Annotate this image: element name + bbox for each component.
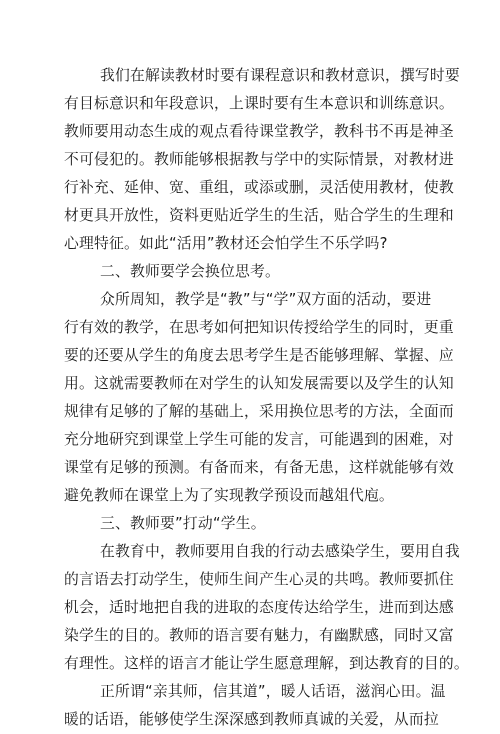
text-line: 材更具开放性，资料更贴近学生的生活，贴合学生的生理和 <box>64 207 454 224</box>
text-line: 的言语去打动学生，使师生间产生心灵的共鸣。教师要抓住 <box>64 571 454 588</box>
text-line: 不可侵犯的。教师能够根据教与学中的实际情景，对教材进 <box>64 151 454 168</box>
text-line: 我们在解读教材时要有课程意识和教材意识，撰写时要 <box>100 67 460 84</box>
text-line: 有理性。这样的语言才能让学生愿意理解，到达教育的目的。 <box>64 655 469 672</box>
text-line: 众所周知，教学是“教”与“学”双方面的活动，要进 <box>100 291 432 308</box>
section-heading: 二、教师要学会换位思考。 <box>100 263 280 280</box>
text-line: 教师要用动态生成的观点看待课堂教学，教科书不再是神圣 <box>64 123 454 140</box>
text-line: 要的还要从学生的角度去思考学生是否能够理解、掌握、应 <box>64 347 454 364</box>
text-line: 避免教师在课堂上为了实现教学预设而越俎代庖。 <box>64 487 394 504</box>
text-line: 课堂有足够的预测。有备而来，有备无患，这样就能够有效 <box>64 459 454 476</box>
text-line: 用。这就需要教师在对学生的认知发展需要以及学生的认知 <box>64 375 454 392</box>
text-line: 有目标意识和年段意识，上课时要有生本意识和训练意识。 <box>64 95 454 112</box>
text-line: 充分地研究到课堂上学生可能的发言，可能遇到的困难，对 <box>64 431 454 448</box>
text-line: 机会，适时地把自我的进取的态度传达给学生，进而到达感 <box>64 599 454 616</box>
text-line: 规律有足够的了解的基础上，采用换位思考的方法，全面而 <box>64 403 454 420</box>
text-line: 染学生的目的。教师的语言要有魅力，有幽默感，同时又富 <box>64 627 454 644</box>
text-line: 行补充、延伸、宽、重组，或添或删，灵活使用教材，使教 <box>64 179 454 196</box>
text-line: 行有效的教学，在思考如何把知识传授给学生的同时，更重 <box>64 319 454 336</box>
section-heading: 三、教师要”打动“学生。 <box>100 515 266 532</box>
text-line: 正所谓“亲其师，信其道”，暖人话语，滋润心田。温 <box>100 683 446 700</box>
text-line: 暖的话语，能够使学生深深感到教师真诚的关爱，从而拉 <box>64 711 439 728</box>
text-line: 在教育中，教师要用自我的行动去感染学生，要用自我 <box>100 543 460 560</box>
text-line: 心理特征。如此“活用”教材还会怕学生不乐学吗? <box>64 235 388 252</box>
